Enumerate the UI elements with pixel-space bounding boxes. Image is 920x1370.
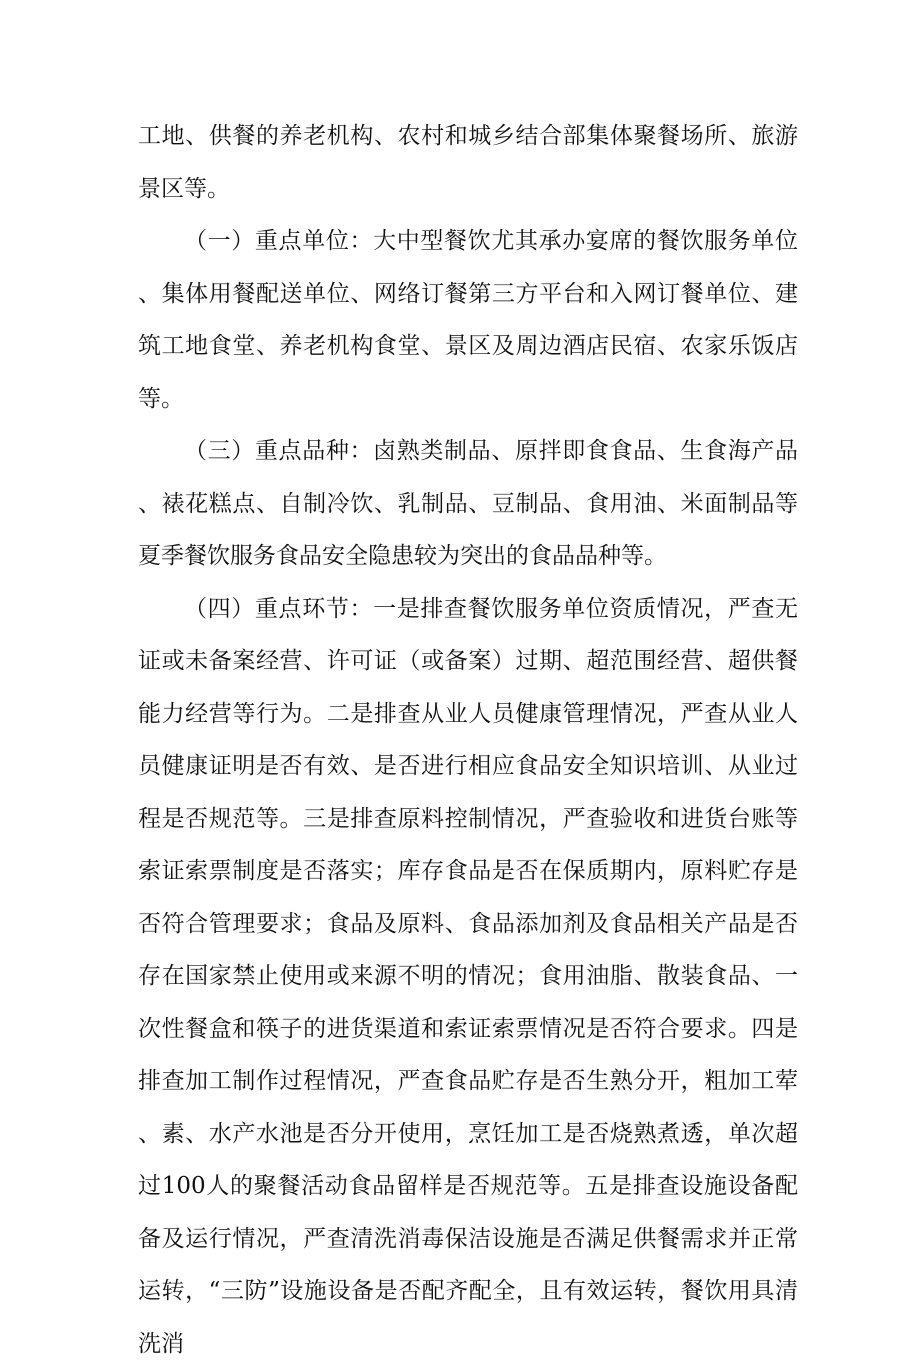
document-body (138, 110, 798, 1370)
paragraph-key-links: （四）重点环节：一是排查餐饮服务单位资质情况，严查无证或未备案经营、许可证（或备案）过期、超范围经营、超供餐能力经营等行为。二是排查从业人员健康管理情况，严查从业人员健康证明是否有效、是否进行相应食品安全知识培训、从业过程是否规范等。三是排查原料控制情况，严查验收和进货台账等索证索票制度是否落实；库存食品是否在保质期内，原料贮存是否符合管理要求；食品及原料、食品添加剂及食品相关产品是否存在国家禁止使用或来源不明的情况；食用油脂、散装食品、一次性餐盒和筷子的进货渠道和索证索票情况是否符合要求。四是排查加工制作过程情况，严查食品贮存是否生熟分开，粗加工荤、素、水产水池是否分开使用，烹饪加工是否烧熟煮透，单次超过100人的聚餐活动食品留样是否规范等。五是排查设施设备配备及运行情况，严查清洗消毒保洁设施是否满足供餐需求并正常运转，“三防”设施设备是否配齐配全，且有效运转，餐饮用具清洗消 (138, 583, 798, 1370)
paragraph-key-units: （一）重点单位：大中型餐饮尤其承办宴席的餐饮服务单位、集体用餐配送单位、网络订餐第三方平台和入网订餐单位、建筑工地食堂、养老机构食堂、景区及周边酒店民宿、农家乐饭店等。 (138, 215, 798, 425)
paragraph-continuation: 工地、供餐的养老机构、农村和城乡结合部集体聚餐场所、旅游景区等。 (138, 110, 798, 215)
paragraph-key-varieties: （三）重点品种：卤熟类制品、原拌即食食品、生食海产品、裱花糕点、自制冷饮、乳制品、豆制品、食用油、米面制品等夏季餐饮服务食品安全隐患较为突出的食品品种等。 (138, 425, 798, 583)
